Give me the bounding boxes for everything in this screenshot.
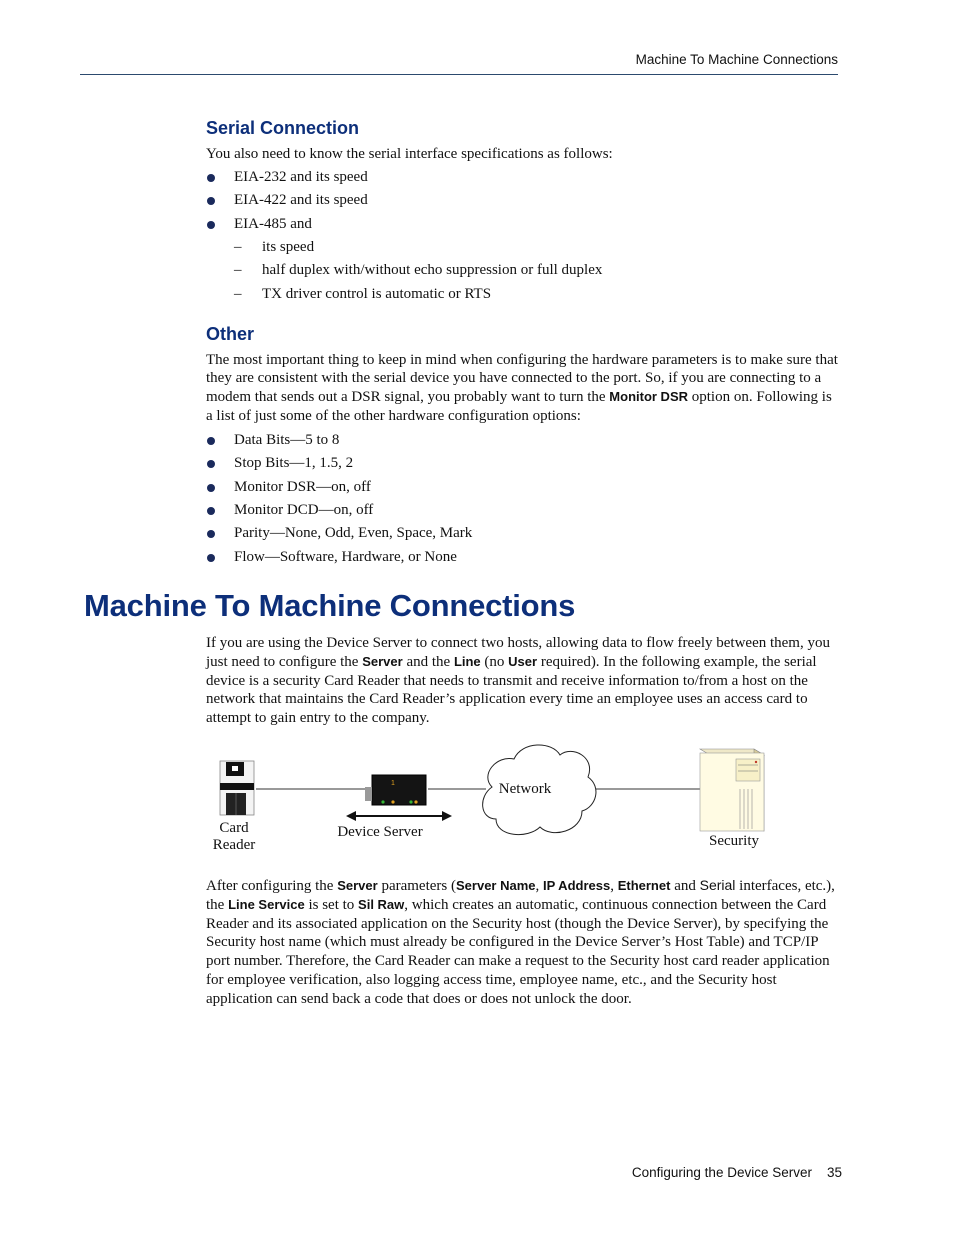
card-reader-icon — [220, 761, 254, 815]
card-reader-label: Card — [219, 820, 249, 836]
list-item: EIA-422 and its speed — [206, 191, 838, 210]
bullet-icon — [207, 174, 215, 182]
list-item: Flow—Software, Hardware, or None — [206, 548, 838, 567]
header-rule — [80, 74, 838, 75]
content — [206, 118, 838, 571]
security-server-icon — [700, 749, 764, 831]
device-server-label: Device Server — [337, 824, 423, 840]
list-item: Data Bits—5 to 8 — [206, 431, 838, 450]
security-label: Security — [709, 833, 759, 849]
bidirectional-arrow-icon — [346, 811, 452, 821]
list-item: Parity—None, Odd, Even, Space, Mark — [206, 524, 838, 543]
connection-diagram — [200, 735, 800, 865]
bullet-icon — [207, 530, 215, 538]
list-item: EIA-232 and its speed — [206, 168, 838, 187]
card-reader-label-line2: Reader — [212, 837, 256, 853]
bullet-icon — [207, 460, 215, 468]
sublist-item: – TX driver control is automatic or RTS — [234, 285, 492, 302]
serial-intro: You also need to know the serial interface specifications as follows: — [206, 146, 613, 162]
serial-list — [206, 168, 838, 304]
sublist-item: – half duplex with/without echo suppression or full duplex — [234, 262, 603, 279]
bullet-icon — [207, 221, 215, 229]
machine-paragraph-1: If you are using the Device Server to connect two hosts, allowing data to flow freely between them, you just need to configure the Server and the Line (no User required). In the following example, the serial device is a security Card Reader that needs to transmit and receive information to/from a host on the network that maintains the Card Reader’s application every time an employee uses an access card to attempt to gain entry to the company. — [206, 635, 830, 727]
bullet-icon — [207, 554, 215, 562]
other-list — [206, 431, 838, 567]
network-label: Network — [498, 781, 552, 797]
device-server-icon — [365, 775, 426, 805]
bullet-icon — [207, 437, 215, 445]
bullet-icon — [207, 484, 215, 492]
page-footer: Configuring the Device Server 35 — [631, 1165, 842, 1180]
bullet-icon — [207, 197, 215, 205]
serial-connection-heading: Serial Connection — [206, 118, 360, 138]
other-heading: Other — [206, 323, 255, 344]
other-paragraph: The most important thing to keep in mind when configuring the hardware parameters is to make sure that they are consistent with the serial device you have connected to the port. So, if you are connecting to a modem that sends out a DSR signal, you probably want to turn the Monitor DSR option on. Following is a list of just some of the other hardware configuration options: — [206, 351, 838, 424]
machine-intro — [206, 634, 838, 728]
bullet-icon — [207, 507, 215, 515]
sublist-item: – its speed — [234, 238, 315, 255]
machine-paragraph-2: After configuring the Server parameters (Server Name, IP Address, Ethernet and Serial interfaces, etc.), the Line Service is set to Sil Raw, which creates an automatic, continuous connection between the Card Reader and its associated application on the Security host (though the Device Server), by specifying the Security host name (which must already be configured in the Device Server’s Host Table) and TCP/IP port number. Therefore, the Card Reader can make a request to the Security host card reader application for employee verification, also logging access time, employee name, etc., and the Security host application can send back a code that does or does not unlock the door. — [206, 877, 835, 1007]
list-item: Monitor DCD—on, off — [206, 501, 838, 520]
serial-sublist — [234, 238, 838, 304]
list-item: Monitor DSR—on, off — [206, 478, 838, 497]
list-item: Stop Bits—1, 1.5, 2 — [206, 454, 838, 473]
running-header: Machine To Machine Connections — [635, 52, 838, 67]
list-item: EIA-485 and – its speed – half duplex with/without echo suppression or full duplex – TX driver control is automatic or RTS — [206, 215, 838, 304]
device-led-label: 1 — [391, 780, 395, 787]
machine-details — [206, 877, 838, 1009]
section-title: Machine To Machine Connections — [84, 588, 576, 623]
